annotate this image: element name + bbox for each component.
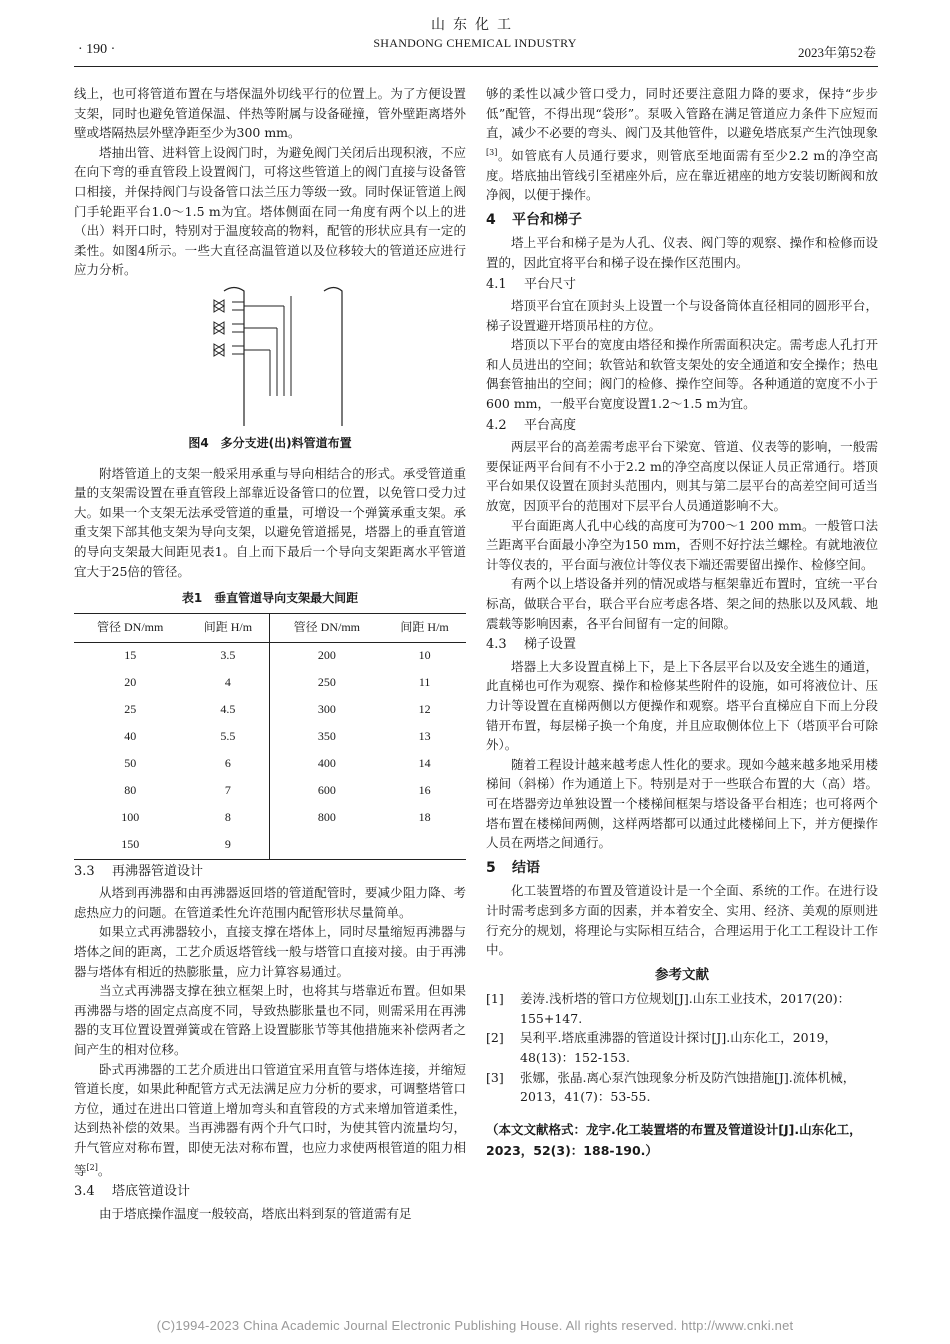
table-header: 间距 H/m — [383, 613, 466, 642]
table-cell: 6 — [224, 756, 231, 771]
paragraph: 两层平台的高差需考虑平台下梁宽、管道、仪表等的影响，一般需要保证两平台间有不小于2.2 m的净空高度以保证人员正常通行。塔顶平台如果仅设置在顶封头范围内，则其与第二层平台的高差空间可适当放宽，因顶平台的范围对下层平台人员通道影响不大。 — [486, 439, 878, 514]
right-column — [486, 84, 878, 1161]
table-cell: 15 — [124, 648, 137, 663]
paragraph: 塔上平台和梯子是为人孔、仪表、阀门等的观察、操作和检修而设置的，因此宜将平台和梯子设在操作区范围内。 — [486, 235, 878, 270]
references-title: 参考文献 — [655, 966, 709, 983]
table-cell: 300 — [270, 697, 383, 724]
table-cell: 4 — [224, 675, 231, 690]
paragraph: 塔顶以下平台的宽度由塔径和操作所需面积决定。需考虑人孔打开和人员进出的空间；软管站和软管支架处的安全通道和安全操作；热电偶套管抽出的空间；阀门的检修、操作空间等。各种通道的宽度不小于600 mm，一般平台宽度设置1.2～1.5 m为宜。 — [486, 337, 878, 412]
table-cell — [383, 832, 466, 860]
table-cell: 80 — [124, 783, 137, 798]
paragraph: 线上，也可将管道布置在与塔保温外切线平行的位置上。为了方便设置支架，同时也避免管道保温、伴热等附属与设备碰撞，管外壁距离塔外壁或塔隔热层外壁净距至少为300 mm。 — [74, 86, 466, 141]
table-cell: 7 — [224, 783, 231, 798]
page-number: · 190 · — [78, 42, 116, 57]
paragraph: 如果立式再沸器较小，直接支撑在塔体上，同时尽量缩短再沸器与塔体之间的距离，工艺介质返塔管线一般与塔管口直接对接。由于再沸器与塔体有相近的热膨胀量，应力计算容易通过。 — [74, 924, 466, 979]
table-cell: 16 — [418, 783, 431, 798]
paragraph: 化工装置塔的布置及管道设计是一个全面、系统的工作。在进行设计时需考虑到多方面的因素，并本着安全、实用、经济、美观的原则进行充分的规划，将理论与实际相互结合，合理运用于化工工程设计工作中。 — [486, 883, 878, 958]
paragraph: 平台面距离人孔中心线的高度可为700～1 200 mm。一般管口法兰距离平台面最小净空为150 mm，否则不好拧法兰螺栓。有就地液位计等仪表的，平台面与液位计等仪表下端还需要留出操作、检修空间。 — [486, 517, 878, 572]
section-heading-4-2: 4.2 平台高度 — [486, 417, 577, 433]
table-cell: 20 — [124, 675, 137, 690]
table-header: 间距 H/m — [186, 613, 270, 642]
nozzle-top — [214, 300, 284, 312]
paragraph: 随着工程设计越来越考虑人性化的要求。现如今越来越多地采用楼梯间（斜梯）作为通道上下。特别是对于一些联合布置的大（高）塔。可在塔器旁边单独设置一个楼梯间框架与塔设备平台相连；也可将两个塔布置在楼梯间两侧，这样两塔都可以通过此楼梯间上下，并方便操作人员在两塔之间通行。 — [486, 756, 878, 851]
left-column — [74, 84, 466, 1224]
figure-4 — [74, 286, 466, 426]
table-cell: 50 — [124, 756, 137, 771]
paragraph: 由于塔底操作温度一般较高，塔底出料到泵的管道需有足 — [99, 1205, 412, 1221]
figure-4-diagram — [74, 286, 466, 426]
table-cell: 10 — [418, 648, 431, 663]
table-row — [74, 805, 466, 832]
table-cell: 18 — [418, 810, 431, 825]
section-heading-4: 4 平台和梯子 — [486, 211, 582, 228]
citation-ref[interactable]: [2] — [86, 1162, 98, 1172]
reference-item: [1] 姜涛.浅析塔的管口方位规划[J].山东工业技术，2017(20)：155+147. — [486, 991, 851, 1026]
section-heading-4-3: 4.3 梯子设置 — [486, 637, 577, 653]
table-cell: 5.5 — [220, 729, 236, 744]
section-heading-3-3: 3.3 再沸器管道设计 — [74, 863, 204, 879]
figure-caption: 图4 多分支进(出)料管道布置 — [188, 435, 352, 450]
table-header: 管径 DN/mm — [270, 613, 383, 642]
table-row — [74, 751, 466, 778]
table-cell: 40 — [124, 729, 137, 744]
table-header: 管径 DN/mm — [74, 613, 186, 642]
paragraph: 从塔到再沸器和由再沸器返回塔的管道配管时，要减少阻力降、考虑热应力的问题。在管道柔性允许范围内配管形状尽量简单。 — [74, 885, 466, 920]
paragraph: 够的柔性以减少管口受力，同时还要注意阻力降的要求，保持“步步低”配管，不得出现“袋形”。泵吸入管路在满足管道应力条件下应短而直，减少不必要的弯头、阀门及其他管件，以避免塔底泵产生汽蚀现象[3]。如管底有人员通行要求，则管底至地面需有至少2.2 m的净空高度。塔底抽出管线引至裙座外后，应在靠近裙座的地方安装切断阀和放净阀，以便于操作。 — [486, 86, 878, 203]
paragraph: 有两个以上塔设备并列的情况或塔与框架靠近布置时，宜统一平台标高，做联合平台，联合平台应考虑各塔、架之间的热胀以及风载、地震载等影响因素，各平台间留有一定的间隙。 — [486, 576, 878, 631]
issue-label: 2023年第52卷 — [797, 45, 876, 60]
table-cell: 150 — [74, 832, 186, 860]
table-cell: 200 — [270, 642, 383, 670]
reference-item: [2] 吴利平.塔底重沸器的管道设计探讨[J].山东化工，2019，48(13)：152-153. — [486, 1030, 838, 1066]
table-cell: 350 — [270, 724, 383, 751]
table-cell: 400 — [270, 751, 383, 778]
tower-shell-right — [324, 287, 342, 426]
table-cell: 12 — [418, 702, 431, 717]
table-row — [74, 724, 466, 751]
table-row — [74, 670, 466, 697]
table-caption: 表1 垂直管道导向支架最大间距 — [181, 591, 359, 606]
reference-item: [3] 张娜，张晶.离心泵汽蚀现象分析及防汽蚀措施[J].流体机械，2013，41(7)：53-55. — [486, 1069, 856, 1105]
table-row — [74, 642, 466, 670]
paragraph: 塔顶平台宜在顶封头上设置一个与设备筒体直径相同的圆形平台，梯子设置避开塔顶吊柱的方位。 — [486, 298, 878, 333]
paragraph: 附塔管道上的支架一般采用承重与导向相结合的形式。承受管道重量的支架需设置在垂直管段上部靠近设备管口的位置，以免管口受力过大。如果一个支架无法承受管道的重量，可增设一个弹簧承重支架。承重支架下部其他支架为导向支架，以避免管道摇晃，塔器上的垂直管道的导向支架最大间距见表1。自上而下最后一个导向支架距离水平管道宜大于25倍的管径。 — [74, 465, 466, 579]
table-cell: 100 — [121, 810, 140, 825]
journal-title-cn: 山东化工 — [431, 17, 519, 33]
table-1 — [74, 613, 466, 860]
table-row — [74, 778, 466, 805]
table-row — [74, 697, 466, 724]
table-cell: 25 — [124, 702, 137, 717]
paragraph: 当立式再沸器支撑在独立框架上时，也将其与塔靠近布置。但如果再沸器与塔的固定点高度不同，导致热膨胀量也不同，则需采用在再沸器的支耳位置设置弹簧或在管路上设置膨胀节等其他措施来补偿两者之间产生的相对位移。 — [74, 983, 466, 1058]
section-heading-3-4: 3.4 塔底管道设计 — [74, 1184, 191, 1200]
citation-ref[interactable]: [3] — [486, 147, 498, 157]
journal-title-en: SHANDONG CHEMICAL INDUSTRY — [373, 36, 577, 50]
nozzle-middle — [214, 322, 277, 334]
table-cell: 8 — [224, 810, 231, 825]
section-heading-5: 5 结语 — [486, 859, 540, 876]
citation-format: （本文文献格式：龙宇.化工装置塔的布置及管道设计[J].山东化工，2023，52(3)：188-190.） — [486, 1121, 862, 1158]
table-cell: 4.5 — [220, 702, 236, 717]
paragraph: 卧式再沸器的工艺介质进出口管道宜采用直管与塔体连接，并缩短管道长度，如果此种配管方式无法满足应力分析的要求，可调整塔管口方位，通过在进出口管道上增加弯头和直管段的方式来增加管道柔性，达到热补偿的效果。当再沸器有两个升气口时，为使其管内流量均匀，升气管应对称布置，即使无法对称布置，也应力求使两根管道的阻力相等[2]。 — [74, 1061, 466, 1178]
nozzle-bottom — [214, 344, 270, 356]
table-cell: 11 — [418, 675, 431, 690]
paragraph: 塔抽出管、进料管上设阀门时，为避免阀门关闭后出现积液，不应在向下弯的垂直管段上设置阀门，可将这些管道上的阀门直接与设备管口相接，并保持阀门与设备管口法兰压力等级一致。同时保证管道上阀门手轮距平台1.0～1.5 m为宜。塔体侧面在同一角度有两个以上的进（出）料开口时，特别对于温度较高的物料，配管的形状应具有一定的柔性。如图4所示。一些大直径高温管道以及位移较大的管道还应进行应力分析。 — [74, 144, 466, 278]
header-rule — [74, 66, 878, 67]
table-cell: 800 — [270, 805, 383, 832]
paragraph: 塔器上大多设置直梯上下，是上下各层平台以及安全逃生的通道，此直梯也可作为观察、操作和检修某些附件的设施，如可将液位计、压力计等设置在直梯两侧以方便操作和观察。塔平台直梯应自下而上分段错开布置，每层梯子换一个角度，并且应取侧体位上下（塔顶平台可除外）。 — [486, 658, 878, 753]
table-cell — [270, 832, 383, 860]
table-row — [74, 832, 466, 860]
table-cell: 9 — [186, 832, 270, 860]
table-cell: 13 — [418, 729, 431, 744]
table-cell: 3.5 — [220, 648, 236, 663]
copyright-footer: (C)1994-2023 China Academic Journal Electronic Publishing House. All rights reserved. http://www.cnki.net — [156, 1318, 794, 1333]
section-heading-4-1: 4.1 平台尺寸 — [486, 276, 577, 292]
table-cell: 600 — [270, 778, 383, 805]
table-cell: 14 — [418, 756, 431, 771]
table-cell: 250 — [270, 670, 383, 697]
table-header-row — [74, 613, 466, 642]
tower-shell-left — [224, 287, 244, 426]
